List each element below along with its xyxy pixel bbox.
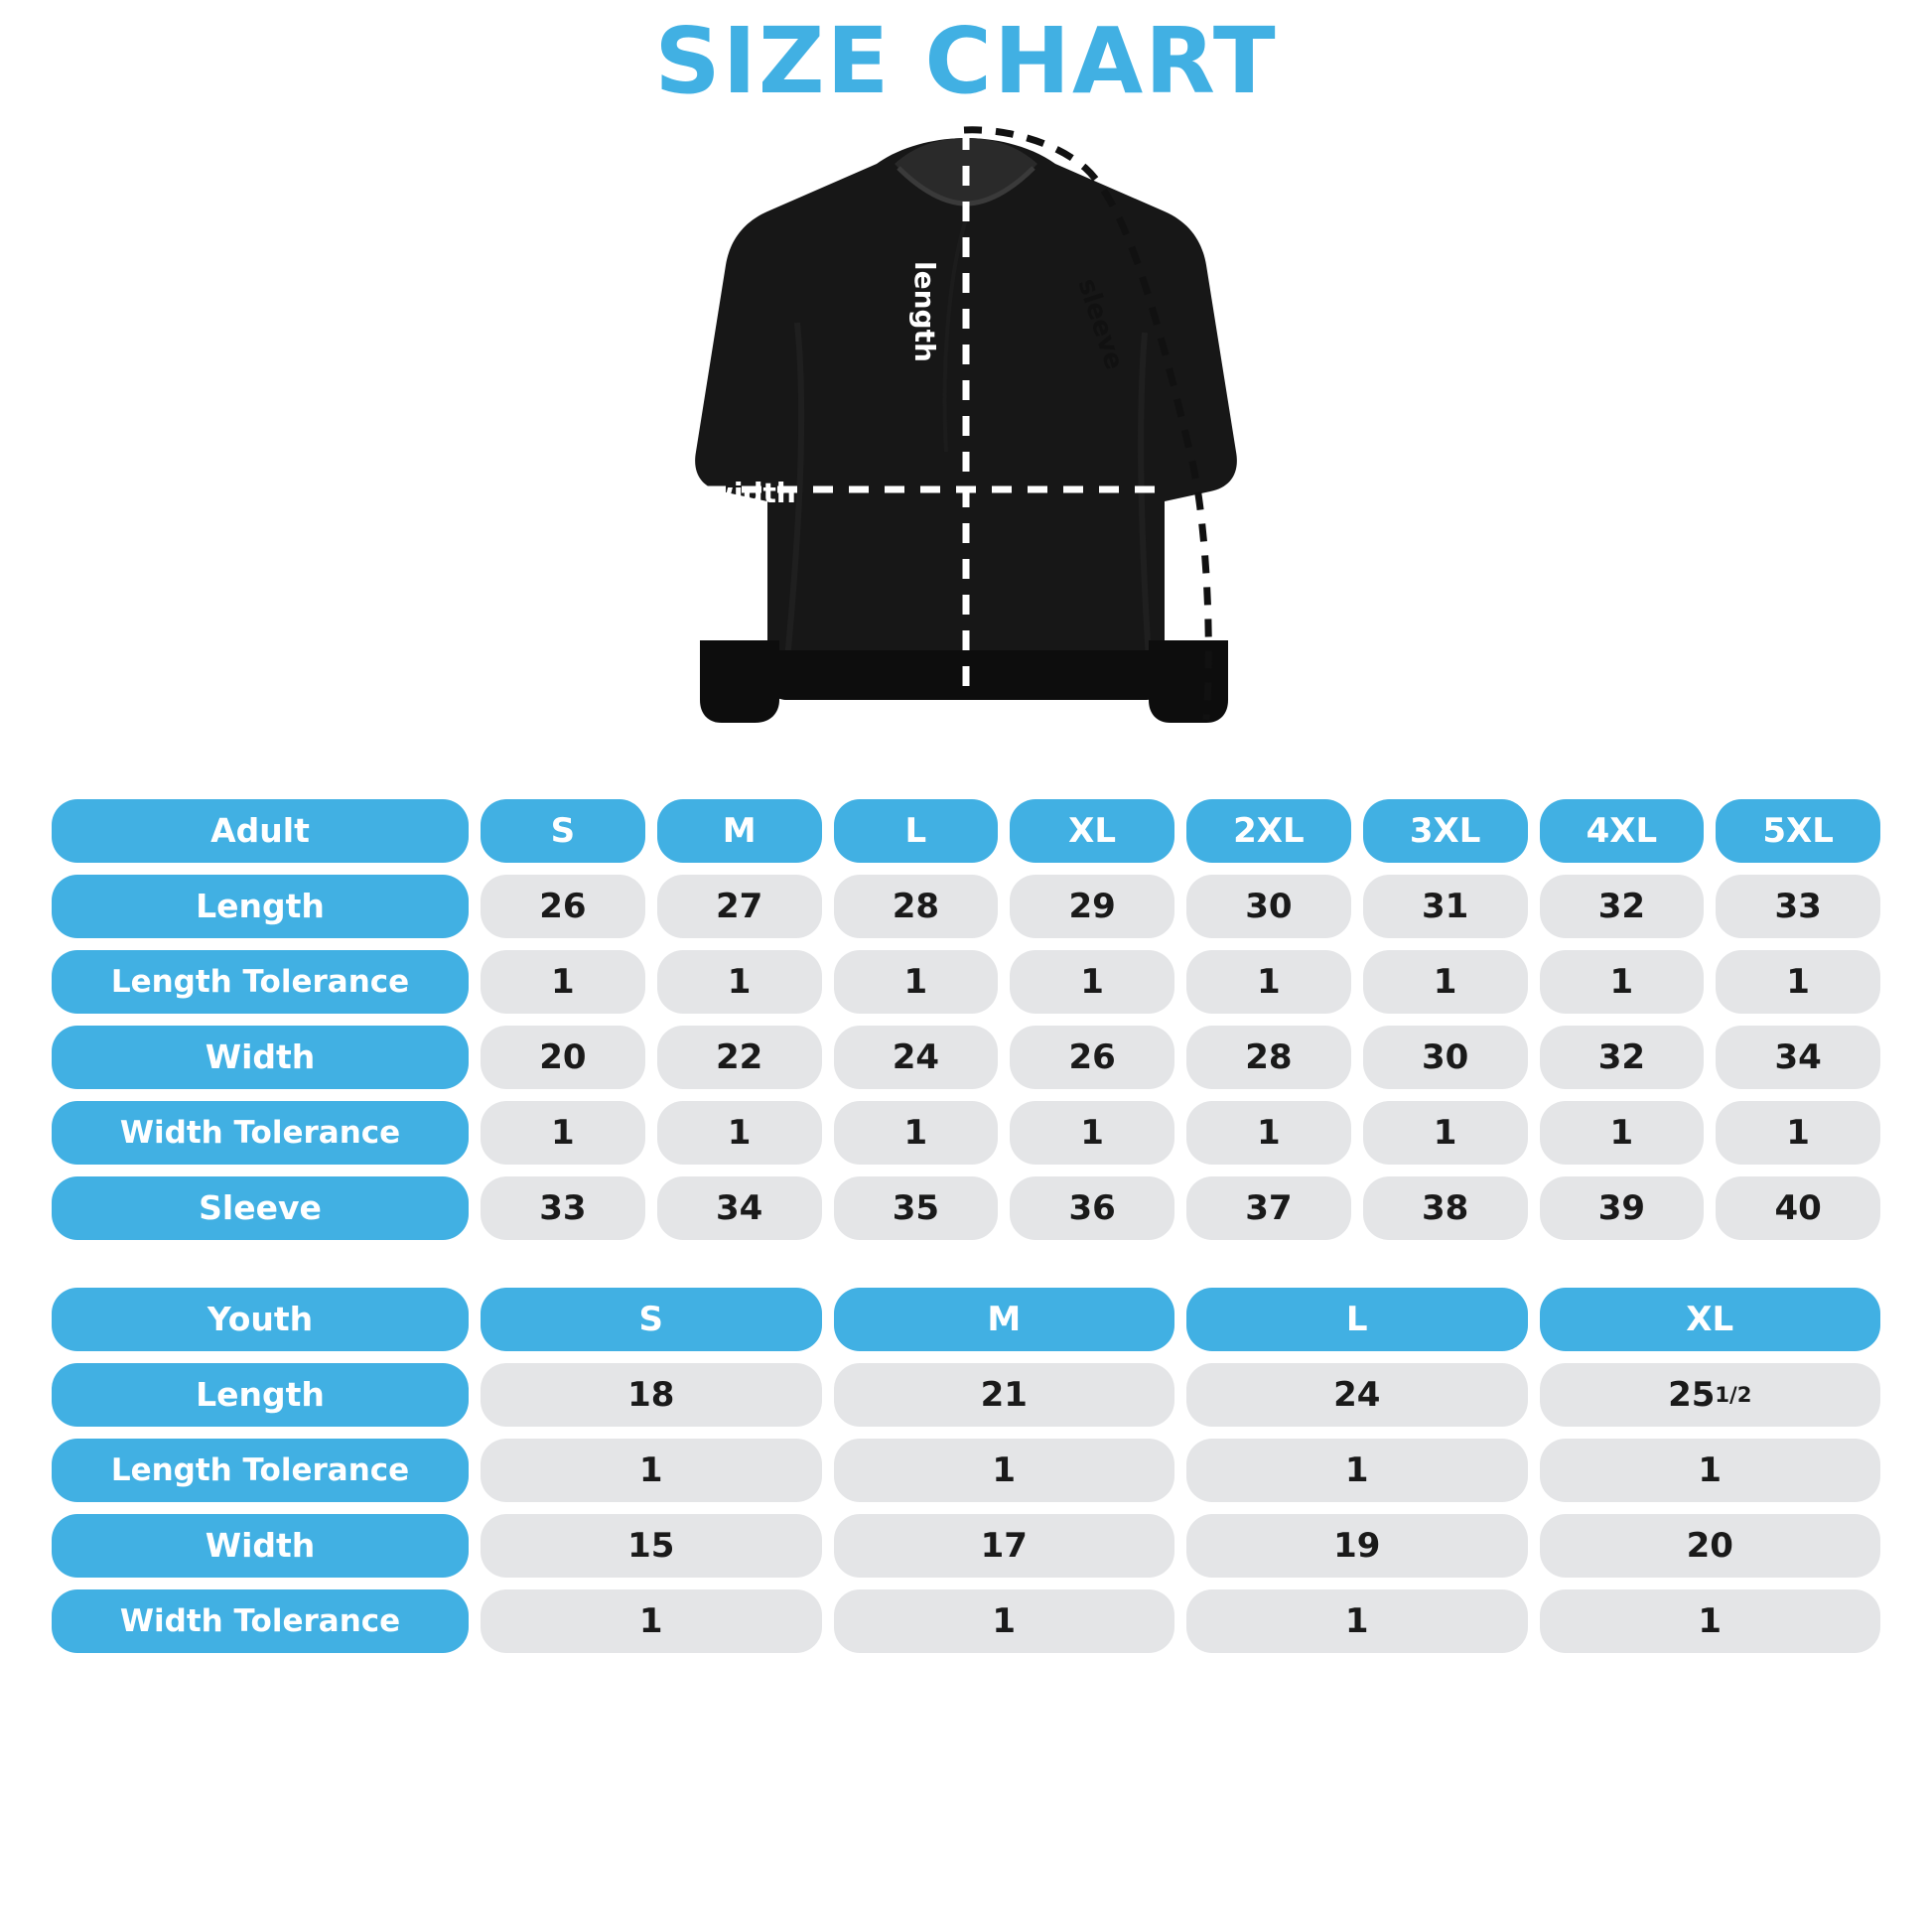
row-label: Width [52, 1026, 469, 1089]
adult-size-m: M [657, 799, 822, 863]
table-cell: 1 [481, 1589, 822, 1653]
table-cell: 1 [834, 950, 999, 1014]
table-cell: 39 [1540, 1176, 1705, 1240]
table-cell: 1 [1010, 1101, 1174, 1165]
table-cell: 1 [1186, 1589, 1528, 1653]
adult-row-width [52, 1026, 1880, 1089]
table-cell: 1 [481, 1101, 645, 1165]
fraction-half: 1/2 [1715, 1382, 1752, 1408]
page-title: SIZE CHART [654, 8, 1278, 114]
sleeve-label: sleeve [1071, 274, 1130, 373]
adult-header-label: Adult [52, 799, 469, 863]
garment-illustration [0, 104, 1932, 799]
adult-header-row [52, 799, 1880, 863]
table-cell: 40 [1716, 1176, 1880, 1240]
youth-size-s: S [481, 1288, 822, 1351]
table-cell: 28 [834, 875, 999, 938]
table-cell: 1 [1540, 950, 1705, 1014]
adult-size-xl: XL [1010, 799, 1174, 863]
table-cell: 19 [1186, 1514, 1528, 1578]
table-cell: 31 [1363, 875, 1528, 938]
table-cell: 24 [1186, 1363, 1528, 1427]
table-cell: 27 [657, 875, 822, 938]
length-label: length [908, 260, 941, 362]
table-cell: 20 [481, 1026, 645, 1089]
table-cell: 1 [481, 1439, 822, 1502]
table-cell: 1 [1363, 950, 1528, 1014]
adult-size-l: L [834, 799, 999, 863]
table-cell: 33 [481, 1176, 645, 1240]
youth-size-m: M [834, 1288, 1175, 1351]
adult-size-2xl: 2XL [1186, 799, 1351, 863]
table-cell: 32 [1540, 875, 1705, 938]
table-cell: 37 [1186, 1176, 1351, 1240]
table-cell: 1 [1540, 1439, 1881, 1502]
adult-row-length [52, 875, 1880, 938]
table-cell: 18 [481, 1363, 822, 1427]
value-text: 25 [1668, 1374, 1716, 1415]
table-cell: 26 [1010, 1026, 1174, 1089]
row-label: Width [52, 1514, 469, 1578]
youth-size-l: L [1186, 1288, 1528, 1351]
table-cell: 34 [1716, 1026, 1880, 1089]
row-label: Length Tolerance [52, 950, 469, 1014]
youth-row-width-tolerance [52, 1589, 1880, 1653]
youth-header-label: Youth [52, 1288, 469, 1351]
table-cell: 1 [1186, 1101, 1351, 1165]
adult-row-width-tolerance [52, 1101, 1880, 1165]
table-cell: 1 [1186, 1439, 1528, 1502]
table-cell: 1 [1540, 1101, 1705, 1165]
table-cell: 30 [1186, 875, 1351, 938]
row-label: Sleeve [52, 1176, 469, 1240]
youth-row-length-tolerance [52, 1439, 1880, 1502]
table-cell: 1 [834, 1439, 1175, 1502]
adult-size-table [0, 799, 1932, 1240]
table-cell: 28 [1186, 1026, 1351, 1089]
sweatshirt-icon [648, 124, 1284, 759]
row-label: Length [52, 875, 469, 938]
table-divider [0, 1252, 1932, 1288]
youth-size-xl: XL [1540, 1288, 1881, 1351]
table-cell: 36 [1010, 1176, 1174, 1240]
youth-row-width [52, 1514, 1880, 1578]
table-cell: 1 [1363, 1101, 1528, 1165]
row-label: Length [52, 1363, 469, 1427]
table-cell: 1 [1010, 950, 1174, 1014]
youth-row-length [52, 1363, 1880, 1427]
youth-size-table [0, 1288, 1932, 1653]
adult-size-5xl: 5XL [1716, 799, 1880, 863]
table-cell: 15 [481, 1514, 822, 1578]
table-cell: 30 [1363, 1026, 1528, 1089]
row-label: Length Tolerance [52, 1439, 469, 1502]
table-cell: 1 [834, 1589, 1175, 1653]
table-cell: 1 [1540, 1589, 1881, 1653]
table-cell: 32 [1540, 1026, 1705, 1089]
table-cell: 34 [657, 1176, 822, 1240]
table-cell: 1 [1716, 950, 1880, 1014]
table-cell: 1 [657, 1101, 822, 1165]
table-cell [1540, 1363, 1881, 1427]
table-cell: 26 [481, 875, 645, 938]
table-cell: 38 [1363, 1176, 1528, 1240]
table-cell: 1 [1716, 1101, 1880, 1165]
table-cell: 1 [657, 950, 822, 1014]
youth-header-row [52, 1288, 1880, 1351]
table-cell: 17 [834, 1514, 1175, 1578]
table-cell: 1 [481, 950, 645, 1014]
adult-size-3xl: 3XL [1363, 799, 1528, 863]
table-cell: 1 [834, 1101, 999, 1165]
table-cell: 33 [1716, 875, 1880, 938]
row-label: Width Tolerance [52, 1101, 469, 1165]
table-cell: 24 [834, 1026, 999, 1089]
table-cell: 1 [1186, 950, 1351, 1014]
row-label: Width Tolerance [52, 1589, 469, 1653]
table-cell: 29 [1010, 875, 1174, 938]
sweatshirt-graphic [648, 124, 1284, 759]
width-label: width [708, 476, 796, 509]
table-cell: 22 [657, 1026, 822, 1089]
table-cell: 21 [834, 1363, 1175, 1427]
adult-row-length-tolerance [52, 950, 1880, 1014]
adult-size-4xl: 4XL [1540, 799, 1705, 863]
table-cell: 35 [834, 1176, 999, 1240]
table-cell: 20 [1540, 1514, 1881, 1578]
adult-size-s: S [481, 799, 645, 863]
adult-row-sleeve [52, 1176, 1880, 1240]
